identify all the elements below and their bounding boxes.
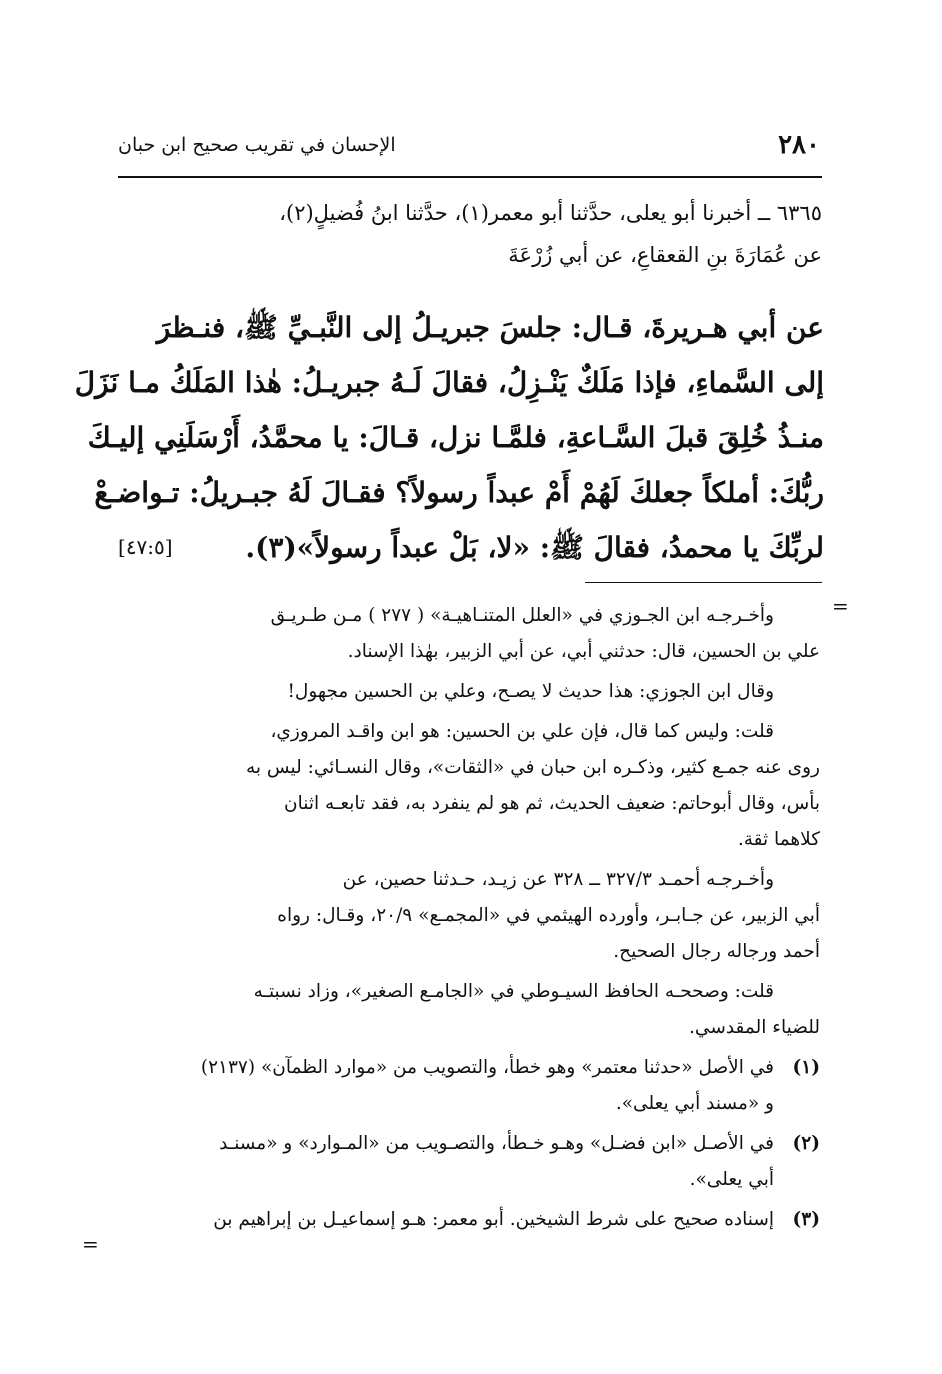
footnote-line: وأخـرجـه أحمـد ٣٢٧/٣ ــ ٣٢٨ عن زيـد، حـدثنا حصين، عن (342, 869, 774, 890)
footnote-paragraph (118, 598, 820, 670)
footnote-line: بأس، وقال أبوحاتم: ضعيف الحديث، ثم هو لم ينفرد به، فقد تابعـه اثنان (284, 793, 820, 814)
footnote-paragraph (118, 862, 820, 970)
matn-line: عن أبي هـريرةَ، قـال: جلسَ جبريـلُ إلى النَّبـيِّ ﷺ، فنـظرَ (156, 311, 824, 344)
matn-last-text: لربِّكَ يا محمدُ، فقالَ ﷺ: «لا، بَلْ عبداً رسولاً»(٣). (245, 531, 824, 564)
footnote-paragraph (118, 974, 820, 1046)
footnote-line: للضياء المقدسي. (689, 1017, 820, 1038)
hadith-matn (74, 300, 824, 575)
footnotes-section (118, 598, 820, 1242)
footnote-number: (١) (792, 1057, 820, 1078)
footnote-line: وأخـرجـه ابن الجـوزي في «العلل المتنـاهيـة» ( ٢٧٧ ) مـن طـريـق (270, 605, 774, 626)
footnote-number: (٢) (792, 1133, 820, 1154)
footnote-line: روى عنه جمـع كثير، وذكـره ابن حبان في «الثقات»، وقال النسـائي: ليس به (245, 757, 820, 778)
reference-marker: [٤٧:٥] (118, 535, 173, 559)
matn-line: إلى السَّماءِ، فإذا مَلَكٌ يَنْـزِلُ، فقالَ لَـهُ جبريـلُ: هٰذا المَلَكُ مـا نَزَلَ (74, 366, 824, 399)
footnote-line: علي بن الحسين، قال: حدثني أبي، عن أبي الزبير، بهٰذا الإسناد. (347, 641, 820, 662)
hadith-isnad (118, 192, 822, 276)
page-header (118, 128, 820, 170)
header-rule (118, 176, 822, 178)
footnote-line: وقال ابن الجوزي: هذا حديث لا يصـح، وعلي بن الحسين مجهول! (287, 681, 774, 702)
footnote-line: أبي الزبير، عن جـابـر، وأورده الهيثمي في «المجمـع» ٢٠/٩، وقـال: رواه (277, 905, 820, 926)
footnote-number: (٣) (792, 1209, 820, 1230)
footnote-line: قلت: وليس كما قال، فإن علي بن الحسين: هو ابن واقـد المروزي، (270, 721, 774, 742)
footnote-line (118, 1126, 820, 1162)
footnote-line (118, 1202, 820, 1238)
numbered-footnote-3 (118, 1202, 820, 1238)
footnote-line: قلت: وصححـه الحافظ السيـوطي في «الجامـع الصغير»، وزاد نسبتـه (253, 981, 774, 1002)
matn-line (110, 520, 824, 575)
matn-line: منـذُ خُلِقَ قبلَ السَّـاعةِ، فلمَّـا نزل، قـالَ: يا محمَّدُ، أَرْسَلَنِي إليـكَ (87, 421, 824, 454)
footnote-paragraph (118, 674, 820, 710)
continuation-mark-bottom: = (82, 1232, 99, 1256)
continuation-mark-top: = (832, 594, 849, 618)
isnad-line: عن عُمَارَةَ بنِ القعقاعِ، عن أبي زُرْعَةَ (508, 243, 822, 267)
footnote-text: إسناده صحيح على شرط الشيخين. أبو معمر: هـو إسماعيـل بن إبراهيم بن (213, 1209, 774, 1230)
numbered-footnote-1 (118, 1050, 820, 1122)
matn-line: ربُّكَ: أملكاً جعلكَ لَهُمْ أَمْ عبداً رسولاً؟ فقـالَ لَهُ جبـريلُ: تـواضـعْ (94, 476, 824, 509)
footnote-line: أبي يعلى». (689, 1169, 774, 1190)
footnote-separator (585, 582, 822, 583)
page-number: ٢٨٠ (778, 130, 820, 160)
footnote-line: أحمد ورجاله رجال الصحيح. (613, 941, 820, 962)
footnote-line: كلاهما ثقة. (737, 829, 820, 850)
running-title: الإحسان في تقريب صحيح ابن حبان (118, 134, 396, 156)
numbered-footnote-2 (118, 1126, 820, 1198)
isnad-line: ٦٣٦٥ ــ أخبرنا أبو يعلى، حدَّثنا أبو معمر(١)، حدَّثنا ابنُ فُضيلٍ(٢)، (279, 201, 822, 225)
footnote-paragraph (118, 714, 820, 858)
footnote-line: و «مسند أبي يعلى». (615, 1093, 774, 1114)
footnote-text: في الأصل «حدثنا معتمر» وهو خطأ، والتصويب من «موارد الظمآن» (٢١٣٧) (200, 1057, 774, 1078)
footnote-line (118, 1050, 820, 1086)
footnote-text: في الأصـل «ابن فضـل» وهـو خـطأ، والتصـويب من «المـوارد» و «مسنـد (219, 1133, 774, 1154)
